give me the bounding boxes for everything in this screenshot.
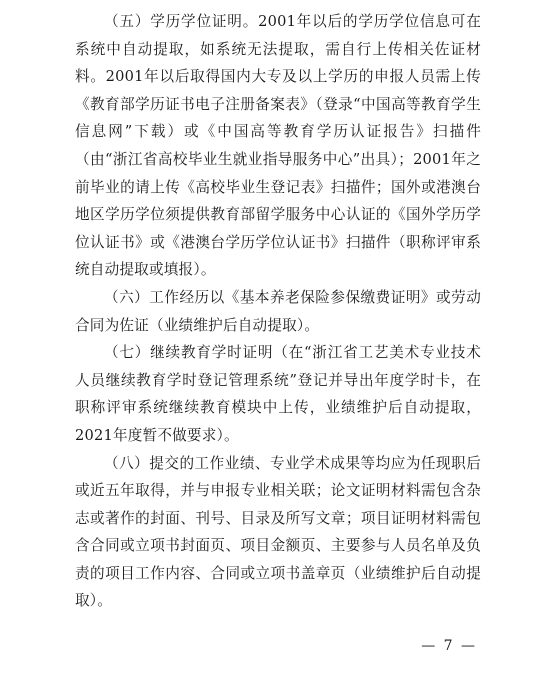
paragraph-work-achievements: （八）提交的工作业绩、专业学术成果等均应为任现职后或近五年取得，并与申报专业相关联；论文证明材料需包含杂志或著作的封面、刊号、目录及所写文章；项目证明材料需包含合同或立项书封面页、项目金额页、主要参与人员名单及负责的项目工作内容、合同或立项书盖章页（业绩维护后自动提取）。 <box>75 454 481 610</box>
page-number: — 7 — <box>421 638 477 654</box>
paragraph-work-experience: （六）工作经历以《基本养老保险参保缴费证明》或劳动合同为佐证（业绩维护后自动提取）。 <box>75 288 481 334</box>
paragraph-continuing-education: （七）继续教育学时证明（在“浙江省工艺美术专业技术人员继续教育学时登记管理系统”登记并导出年度学时卡，在职称评审系统继续教育模块中上传，业绩维护后自动提取，2021年度暂不做要求）。 <box>75 344 481 444</box>
document-body <box>75 8 481 615</box>
paragraph-education-certificate: （五）学历学位证明。2001年以后的学历学位信息可在系统中自动提取，如系统无法提取，需自行上传相关佐证材料。2001年以后取得国内大专及以上学历的申报人员需上传《教育部学历证书电子注册备案表》（登录“中国高等教育学生信息网”下载）或《中国高等教育学历认证报告》扫描件（由“浙江省高校毕业生就业指导服务中心”出具）；2001年之前毕业的请上传《高校毕业生登记表》扫描件；国外或港澳台地区学历学位须提供教育部留学服务中心认证的《国外学历学位认证书》或《港澳台学历学位认证书》扫描件（职称评审系统自动提取或填报）。 <box>75 13 481 279</box>
